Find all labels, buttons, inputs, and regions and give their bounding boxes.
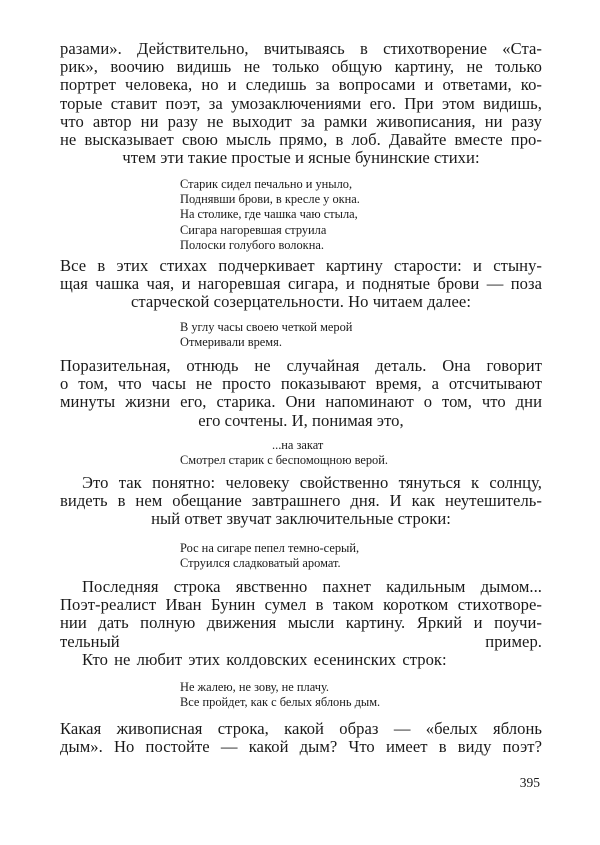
- text-line: ный ответ звучат заключительные строки:: [151, 509, 451, 529]
- text-line: не высказывает свою мысль прямо, в лоб. Давайте вместе про-: [60, 130, 542, 150]
- text-line: рик», воочию видишь не только общую картину, не только: [60, 57, 542, 77]
- paragraph-7: [60, 720, 542, 756]
- verse-line: Струился сладковатый аромат.: [180, 556, 341, 571]
- text-line: Это так понятно: человеку свойственно тянуться к солнцу,: [82, 473, 542, 492]
- verse-line: Рос на сигаре пепел темно-серый,: [180, 541, 360, 555]
- paragraph-4: [60, 474, 542, 529]
- verse-line: Полоски голубого волокна.: [180, 237, 324, 252]
- text-line: старческой созерцательности. Но читаем далее:: [131, 292, 471, 312]
- text-line: видеть в нем обещание завтрашнего дня. И как неутешитель-: [60, 491, 542, 511]
- verse-line: ...на закат: [272, 438, 324, 452]
- text-line: разами». Действительно, вчитываясь в стихотворение «Ста-: [60, 39, 542, 58]
- text-line: портрет человека, но и следишь за вопросами и ответами, ко-: [60, 75, 542, 95]
- verse-5: [180, 680, 380, 710]
- verse-line: Отмеривали время.: [180, 335, 282, 350]
- verse-2: [180, 320, 352, 350]
- text-line: минуты жизни его, старика. Они напоминают о том, что дни: [60, 392, 542, 412]
- text-line: нии дать полную движения мысли картину. Яркий и поучи-: [60, 613, 542, 633]
- text-line: Все в этих стихах подчеркивает картину старости: и стыну-: [60, 256, 542, 275]
- text-line: тельный пример.: [60, 631, 542, 651]
- verse-1: [180, 177, 360, 253]
- verse-line: Все пройдет, как с белых яблонь дым.: [180, 695, 381, 710]
- paragraph-1: [60, 40, 542, 167]
- text-line: чтем эти такие простые и ясные бунинские стихи:: [122, 148, 480, 168]
- text-line: Поразительная, отнюдь не случайная деталь. Она говорит: [60, 356, 542, 375]
- verse-line: Не жалею, не зову, не плачу.: [180, 680, 329, 694]
- verse-line: Поднявши брови, в кресле у окна.: [180, 192, 360, 207]
- verse-line: В углу часы своею четкой мерой: [180, 320, 353, 334]
- verse-4: [180, 541, 359, 571]
- text-line: дым». Но постойте — какой дым? Что имеет в виду поэт?: [60, 737, 542, 757]
- paragraph-2: [60, 257, 542, 312]
- paragraph-5: [60, 578, 542, 651]
- verse-3: [180, 438, 388, 468]
- text-line: его сочтены. И, понимая это,: [198, 410, 404, 430]
- text-line: Какая живописная строка, какой образ — «белых яблонь: [60, 719, 542, 738]
- text-line: о том, что часы не просто показывают время, а отсчитывают: [60, 374, 542, 394]
- text-line: Кто не любит этих колдовских есенинских строк:: [82, 650, 447, 669]
- page-number: 395: [519, 775, 540, 790]
- verse-line: Смотрел старик с беспомощною верой.: [180, 453, 388, 468]
- paragraph-6: [60, 651, 542, 669]
- verse-line: Сигара нагоревшая струила: [180, 222, 327, 237]
- text-line: Последняя строка явственно пахнет кадильным дымом...: [82, 577, 542, 596]
- text-line: Поэт-реалист Иван Бунин сумел в таком коротком стихотворе-: [60, 595, 542, 615]
- verse-line: На столике, где чашка чаю стыла,: [180, 207, 358, 222]
- text-line: щая чашка чая, и нагоревшая сигара, и поднятые брови — поза: [60, 274, 542, 294]
- text-line: что автор ни разу не выходит за рамки живописания, ни разу: [60, 111, 542, 131]
- paragraph-3: [60, 357, 542, 430]
- verse-line: Старик сидел печально и уныло,: [180, 177, 353, 191]
- text-line: торые ставит поэт, за умозаключениями его. При этом видишь,: [60, 93, 542, 113]
